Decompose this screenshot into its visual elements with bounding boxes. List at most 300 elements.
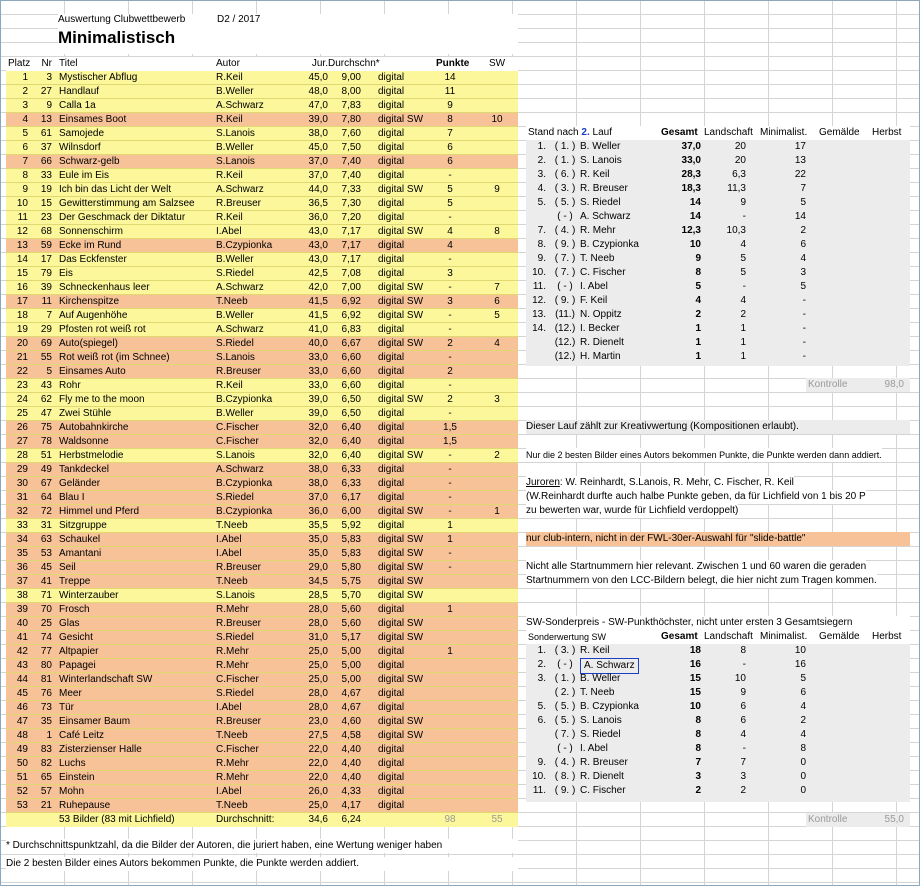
cell-du: 5,83 xyxy=(341,534,361,545)
cell-ju: 48,0 xyxy=(308,86,328,97)
table-row[interactable] xyxy=(6,85,518,99)
standings-col-gesamt: Gesamt xyxy=(661,127,698,138)
table-row[interactable] xyxy=(6,715,518,729)
cell-nr: 19 xyxy=(40,184,52,195)
standing-la: 7 xyxy=(740,757,746,768)
standing-la: 4 xyxy=(740,729,746,740)
list-item[interactable] xyxy=(526,700,910,714)
cell-ti: Meer xyxy=(59,688,82,699)
table-row[interactable] xyxy=(6,519,518,533)
cell-au: S.Riedel xyxy=(216,338,254,349)
standing-nm: F. Keil xyxy=(580,295,608,306)
table-row[interactable] xyxy=(6,71,518,85)
standing-nm: R. Breuser xyxy=(580,183,628,194)
cell-pl: 45 xyxy=(16,688,28,699)
cell-pu: - xyxy=(448,450,452,461)
table-row[interactable] xyxy=(6,617,518,631)
standing-pv: ( 6. ) xyxy=(554,169,576,180)
table-row[interactable] xyxy=(6,799,518,813)
cell-ju: 28,5 xyxy=(308,590,328,601)
table-row[interactable] xyxy=(6,421,518,435)
cell-ju: 34,5 xyxy=(308,576,328,587)
cell-du: 7,17 xyxy=(341,254,361,265)
standing-rk: 2. xyxy=(537,659,546,670)
cell-ty: digital xyxy=(378,212,405,223)
cell-ju: 40,0 xyxy=(308,338,328,349)
cell-nr: 51 xyxy=(40,450,52,461)
sw-col-landschaft: Landschaft xyxy=(704,631,753,642)
cell-au: R.Mehr xyxy=(216,646,249,657)
kontrolle-value: 98,0 xyxy=(884,379,904,390)
list-item[interactable] xyxy=(526,784,910,798)
standing-la: - xyxy=(742,281,746,292)
cell-pl: 17 xyxy=(16,296,28,307)
table-row[interactable] xyxy=(6,785,518,799)
cell-ty: digital xyxy=(378,170,405,181)
standing-mi: - xyxy=(802,351,806,362)
col-sw: SW xyxy=(488,58,506,69)
cell-nr: 9 xyxy=(46,100,52,111)
list-item[interactable] xyxy=(526,266,910,280)
table-row[interactable] xyxy=(6,561,518,575)
cell-ti: Frosch xyxy=(59,604,90,615)
standing-rk: 2. xyxy=(537,155,546,166)
cell-pl: 14 xyxy=(16,254,28,265)
standing-la: 8 xyxy=(740,645,746,656)
cell-du: 5,92 xyxy=(341,520,361,531)
sw-col-gesamt: Gesamt xyxy=(661,631,698,642)
cell-du: 9,00 xyxy=(341,72,361,83)
cell-ju: 35,0 xyxy=(308,548,328,559)
table-row[interactable] xyxy=(6,491,518,505)
cell-ju: 43,0 xyxy=(308,240,328,251)
standing-ge: 14 xyxy=(689,197,701,208)
cell-ty: digital SW xyxy=(378,590,424,601)
table-row[interactable] xyxy=(6,729,518,743)
cell-nr: 35 xyxy=(40,716,52,727)
table-row[interactable] xyxy=(6,645,518,659)
standing-mi: 4 xyxy=(800,729,806,740)
standing-mi: 2 xyxy=(800,715,806,726)
standing-mi: 2 xyxy=(800,225,806,236)
list-item[interactable] xyxy=(526,770,910,784)
cell-au: B.Weller xyxy=(216,310,254,321)
standing-la: 10 xyxy=(734,673,746,684)
cell-au: A.Schwarz xyxy=(216,184,264,195)
table-row[interactable] xyxy=(6,309,518,323)
table-row[interactable] xyxy=(6,225,518,239)
cell-ty: digital SW xyxy=(378,576,424,587)
cell-ti: Ich bin das Licht der Welt xyxy=(59,184,172,195)
table-row[interactable] xyxy=(6,547,518,561)
cell-ju: 25,0 xyxy=(308,800,328,811)
cell-ju: 42,0 xyxy=(308,282,328,293)
standing-nm: I. Abel xyxy=(580,281,608,292)
cell-pu: - xyxy=(448,310,452,321)
col-nr: Nr xyxy=(41,58,52,69)
table-row[interactable] xyxy=(6,155,518,169)
cell-ti: Einsamer Baum xyxy=(59,716,131,727)
cell-pu: 7 xyxy=(447,128,453,139)
cell-nr: 83 xyxy=(40,744,52,755)
cell-sw: 3 xyxy=(494,394,500,405)
cell-ty: digital SW xyxy=(378,338,424,349)
standing-ge: 8 xyxy=(695,715,701,726)
cell-ty: digital SW xyxy=(378,548,424,559)
cell-ju: 37,0 xyxy=(308,156,328,167)
cell-du: 4,67 xyxy=(341,702,361,713)
standing-pv: ( 9. ) xyxy=(554,785,576,796)
cell-pl: 2 xyxy=(22,86,28,97)
cell-au: C.Fischer xyxy=(216,744,259,755)
cell-ti: Der Geschmack der Diktatur xyxy=(59,212,186,223)
table-row[interactable] xyxy=(6,407,518,421)
standing-ge: 1 xyxy=(695,337,701,348)
cell-ti: Treppe xyxy=(59,576,91,587)
cell-pu: 1 xyxy=(447,534,453,545)
cell-au: C.Fischer xyxy=(216,422,259,433)
cell-du: 6,67 xyxy=(341,338,361,349)
footer-count: 53 Bilder (83 mit Lichfield) xyxy=(59,814,175,825)
cell-ju: 38,0 xyxy=(308,128,328,139)
cell-ti: Luchs xyxy=(59,758,86,769)
cell-au: I.Abel xyxy=(216,548,242,559)
standing-ge: 18,3 xyxy=(681,183,701,194)
cell-du: 5,00 xyxy=(341,674,361,685)
cell-ti: Einsames Auto xyxy=(59,366,126,377)
cell-ju: 28,0 xyxy=(308,688,328,699)
standing-la: 5 xyxy=(740,267,746,278)
list-item[interactable] xyxy=(526,350,910,364)
table-row[interactable] xyxy=(6,323,518,337)
list-item[interactable] xyxy=(526,742,910,756)
cell-ty: digital xyxy=(378,408,405,419)
cell-pu: 3 xyxy=(447,268,453,279)
cell-nr: 65 xyxy=(40,772,52,783)
cell-ty: digital xyxy=(378,366,405,377)
standing-rk: 8. xyxy=(537,239,546,250)
table-row[interactable] xyxy=(6,99,518,113)
cell-sw: 1 xyxy=(494,506,500,517)
cell-du: 5,70 xyxy=(341,590,361,601)
table-row[interactable] xyxy=(6,603,518,617)
cell-au: I.Abel xyxy=(216,786,242,797)
standing-ge: 14 xyxy=(689,211,701,222)
cell-pl: 51 xyxy=(16,772,28,783)
cell-ty: digital xyxy=(378,380,405,391)
table-row[interactable] xyxy=(6,449,518,463)
table-row[interactable] xyxy=(6,701,518,715)
cell-ti: Gewitterstimmung am Salzsee xyxy=(59,198,195,209)
cell-pu: - xyxy=(448,282,452,293)
standing-rk: 10. xyxy=(532,771,546,782)
table-row[interactable] xyxy=(6,239,518,253)
cell-nr: 77 xyxy=(40,646,52,657)
cell-ti: Ruhepause xyxy=(59,800,111,811)
table-row[interactable] xyxy=(6,253,518,267)
cell-ju: 37,0 xyxy=(308,492,328,503)
table-row[interactable] xyxy=(6,435,518,449)
info-juroren: Juroren: W. Reinhardt, S.Lanois, R. Mehr, C. Fischer, R. Keil xyxy=(526,477,794,488)
table-row[interactable] xyxy=(6,393,518,407)
standing-mi: 4 xyxy=(800,701,806,712)
list-item[interactable] xyxy=(526,280,910,294)
list-item[interactable] xyxy=(526,196,910,210)
info-startnummern-1: Nicht alle Startnummern hier relevant. Zwischen 1 und 60 waren die geraden xyxy=(526,561,867,572)
list-item[interactable] xyxy=(526,756,910,770)
cell-ju: 33,0 xyxy=(308,380,328,391)
cell-ju: 32,0 xyxy=(308,450,328,461)
cell-du: 5,80 xyxy=(341,562,361,573)
cell-nr: 62 xyxy=(40,394,52,405)
cell-ju: 27,5 xyxy=(308,730,328,741)
cell-au: A.Schwarz xyxy=(216,464,264,475)
list-item[interactable] xyxy=(526,336,910,350)
table-row[interactable] xyxy=(6,687,518,701)
cell-nr: 41 xyxy=(40,576,52,587)
cell-pu: - xyxy=(448,506,452,517)
list-item[interactable] xyxy=(526,686,910,700)
table-row[interactable] xyxy=(6,365,518,379)
standing-pv: (12.) xyxy=(554,351,576,362)
cell-du: 5,17 xyxy=(341,632,361,643)
table-row[interactable] xyxy=(6,169,518,183)
standing-rk: 6. xyxy=(537,715,546,726)
cell-ju: 26,0 xyxy=(308,786,328,797)
standings-table xyxy=(526,126,910,366)
cell-nr: 47 xyxy=(40,408,52,419)
table-row[interactable] xyxy=(6,575,518,589)
standing-rk: 11. xyxy=(532,785,546,796)
cell-ju: 31,0 xyxy=(308,632,328,643)
cell-ju: 41,5 xyxy=(308,296,328,307)
cell-ti: Blau I xyxy=(59,492,85,503)
standing-rk: 9. xyxy=(537,253,546,264)
table-row[interactable] xyxy=(6,771,518,785)
standing-rk: 5. xyxy=(537,197,546,208)
table-row[interactable] xyxy=(6,183,518,197)
table-row[interactable] xyxy=(6,211,518,225)
cell-pl: 46 xyxy=(16,702,28,713)
cell-pu: - xyxy=(448,548,452,559)
cell-pl: 52 xyxy=(16,786,28,797)
cell-nr: 31 xyxy=(40,520,52,531)
cell-ti: Seil xyxy=(59,562,76,573)
cell-pl: 27 xyxy=(16,436,28,447)
table-row[interactable] xyxy=(6,659,518,673)
cell-ti: Zwei Stühle xyxy=(59,408,112,419)
list-item[interactable] xyxy=(526,322,910,336)
cell-sw: 7 xyxy=(494,282,500,293)
list-item[interactable] xyxy=(526,252,910,266)
cell-du: 7,30 xyxy=(341,198,361,209)
standing-ge: 33,0 xyxy=(681,155,701,166)
list-item[interactable] xyxy=(526,210,910,224)
cell-nr: 29 xyxy=(40,324,52,335)
standing-mi: 10 xyxy=(794,645,806,656)
cell-ty: digital xyxy=(378,772,405,783)
list-item[interactable] xyxy=(526,140,910,154)
cell-pl: 18 xyxy=(16,310,28,321)
cell-du: 7,40 xyxy=(341,156,361,167)
sw-title: SW-Sonderpreis - SW-Punkthöchster, nicht unter ersten 3 Gesamtsiegern xyxy=(526,616,910,631)
table-row[interactable] xyxy=(6,281,518,295)
cell-du: 7,17 xyxy=(341,226,361,237)
standings-col-minimalist: Minimalist. xyxy=(760,127,808,138)
standing-pv: ( 9. ) xyxy=(554,239,576,250)
table-row[interactable] xyxy=(6,141,518,155)
standing-rk: 14. xyxy=(532,323,546,334)
table-row[interactable] xyxy=(6,757,518,771)
table-row[interactable] xyxy=(6,589,518,603)
cell-ti: Sitzgruppe xyxy=(59,520,107,531)
cell-nr: 69 xyxy=(40,338,52,349)
cell-du: 4,40 xyxy=(341,772,361,783)
standing-nm: R. Mehr xyxy=(580,225,616,236)
standing-pv: (12.) xyxy=(554,337,576,348)
standings-col-herbst: Herbst xyxy=(872,127,902,138)
cell-pl: 12 xyxy=(16,226,28,237)
cell-ti: Kirchenspitze xyxy=(59,296,120,307)
cell-ty: digital xyxy=(378,422,405,433)
cell-pl: 47 xyxy=(16,716,28,727)
col-durchschn: Durchschn* xyxy=(328,58,380,69)
cell-nr: 67 xyxy=(40,478,52,489)
list-item[interactable] xyxy=(526,168,910,182)
standing-nm: R. Dienelt xyxy=(580,337,624,348)
footnote-best2: Die 2 besten Bilder eines Autors bekommen Punkte, die Punkte werden addiert. xyxy=(6,857,518,871)
cell-du: 5,75 xyxy=(341,576,361,587)
list-item[interactable] xyxy=(526,672,910,686)
table-row[interactable] xyxy=(6,113,518,127)
cell-au: S.Riedel xyxy=(216,492,254,503)
cell-au: R.Breuser xyxy=(216,198,262,209)
cell-ju: 43,0 xyxy=(308,226,328,237)
table-row[interactable] xyxy=(6,631,518,645)
cell-nr: 71 xyxy=(40,590,52,601)
standing-la: 5 xyxy=(740,253,746,264)
info-startnummern-2: Startnummern von den LCC-Bildern belegt, die hier nicht zum Tragen kommen. xyxy=(526,575,877,586)
cell-pl: 33 xyxy=(16,520,28,531)
sw-col-minimalist: Minimalist. xyxy=(760,631,808,642)
list-item[interactable] xyxy=(526,644,910,658)
cell-nr: 13 xyxy=(40,114,52,125)
standing-mi: 6 xyxy=(800,687,806,698)
list-item[interactable] xyxy=(526,714,910,728)
cell-du: 4,33 xyxy=(341,786,361,797)
cell-du: 7,40 xyxy=(341,170,361,181)
cell-du: 6,92 xyxy=(341,296,361,307)
cell-pl: 25 xyxy=(16,408,28,419)
table-row[interactable] xyxy=(6,505,518,519)
cell-nr: 17 xyxy=(40,254,52,265)
table-row[interactable] xyxy=(6,477,518,491)
cell-du: 7,83 xyxy=(341,100,361,111)
table-row[interactable] xyxy=(6,673,518,687)
cell-pl: 16 xyxy=(16,282,28,293)
standing-rk: 13. xyxy=(532,309,546,320)
list-item[interactable] xyxy=(526,224,910,238)
standings-kontrolle xyxy=(806,378,910,392)
col-autor: Autor xyxy=(216,58,240,69)
standing-nm: S. Lanois xyxy=(580,715,622,726)
cell-ju: 22,0 xyxy=(308,758,328,769)
cell-au: R.Breuser xyxy=(216,366,262,377)
cell-pu: 2 xyxy=(447,394,453,405)
standing-rk: 7. xyxy=(537,225,546,236)
cell-du: 6,40 xyxy=(341,436,361,447)
cell-au: R.Keil xyxy=(216,114,243,125)
cell-ti: Winterzauber xyxy=(59,590,119,601)
standing-mi: 4 xyxy=(800,253,806,264)
cell-du: 4,40 xyxy=(341,744,361,755)
list-item[interactable] xyxy=(526,182,910,196)
table-row[interactable] xyxy=(6,533,518,547)
cell-au: I.Abel xyxy=(216,702,242,713)
cell-du: 7,60 xyxy=(341,128,361,139)
standing-pv: ( - ) xyxy=(557,211,573,222)
results-header xyxy=(6,57,518,71)
cell-du: 6,50 xyxy=(341,394,361,405)
table-row[interactable] xyxy=(6,463,518,477)
cell-pl: 20 xyxy=(16,338,28,349)
standing-ge: 2 xyxy=(695,309,701,320)
table-row[interactable] xyxy=(6,197,518,211)
cell-nr: 21 xyxy=(40,800,52,811)
cell-nr: 82 xyxy=(40,758,52,769)
standing-la: 9 xyxy=(740,687,746,698)
standing-ge: 5 xyxy=(695,281,701,292)
standing-pv: ( - ) xyxy=(557,743,573,754)
table-row[interactable] xyxy=(6,337,518,351)
table-row[interactable] xyxy=(6,295,518,309)
list-item[interactable] xyxy=(526,294,910,308)
info-kreativwertung: Dieser Lauf zählt zur Kreativwertung (Kompositionen erlaubt). xyxy=(526,420,910,434)
table-row[interactable] xyxy=(6,743,518,757)
cell-pl: 28 xyxy=(16,450,28,461)
cell-pl: 26 xyxy=(16,422,28,433)
cell-nr: 61 xyxy=(40,128,52,139)
standing-nm: R. Breuser xyxy=(580,757,628,768)
standing-rk: 3. xyxy=(537,673,546,684)
table-row[interactable] xyxy=(6,267,518,281)
cell-au: B.Weller xyxy=(216,254,254,265)
cell-pl: 49 xyxy=(16,744,28,755)
list-item[interactable] xyxy=(526,238,910,252)
table-row[interactable] xyxy=(6,351,518,365)
cell-pu: 2 xyxy=(447,366,453,377)
sw-kontrolle-value: 55,0 xyxy=(884,814,904,825)
cell-ty: digital SW xyxy=(378,226,424,237)
cell-au: S.Lanois xyxy=(216,128,255,139)
cell-du: 4,40 xyxy=(341,758,361,769)
list-item[interactable] xyxy=(526,658,910,672)
cell-ty: digital xyxy=(378,800,405,811)
cell-du: 4,60 xyxy=(341,716,361,727)
sw-header-label: Sonderwertung SW xyxy=(528,632,607,642)
footer-avg-label: Durchschnitt: xyxy=(216,814,275,825)
list-item[interactable] xyxy=(526,728,910,742)
list-item[interactable] xyxy=(526,154,910,168)
cell-ti: Das Eckfenster xyxy=(59,254,127,265)
list-item[interactable] xyxy=(526,308,910,322)
cell-pu: 1,5 xyxy=(443,422,457,433)
table-row[interactable] xyxy=(6,127,518,141)
standing-ge: 8 xyxy=(695,267,701,278)
standing-mi: 14 xyxy=(794,211,806,222)
table-row[interactable] xyxy=(6,379,518,393)
cell-du: 6,92 xyxy=(341,310,361,321)
